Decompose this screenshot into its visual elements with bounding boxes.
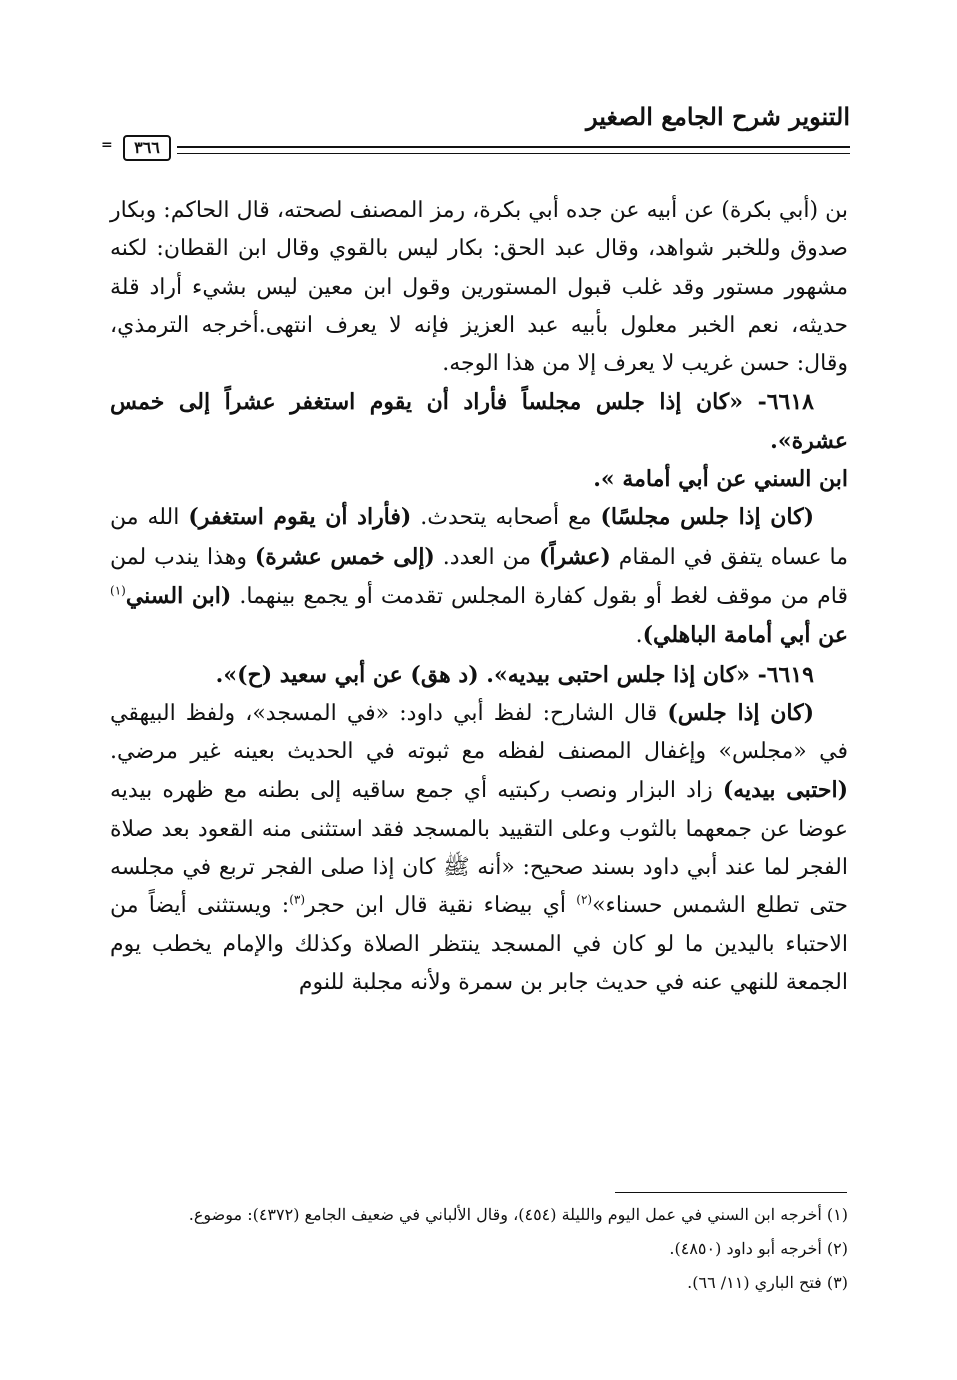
quoted-text: عن أبي أمامة الباهلي) bbox=[642, 622, 848, 649]
hadith-6619: ٦٦١٩- «كان إذا جلس احتبى بيديه». (د هق) عن أبي سعيد (ح)». bbox=[215, 661, 814, 688]
page-number: ٣٦٦ bbox=[123, 135, 171, 161]
commentary-text: : ويستثنى أيضاً من الاحتباء باليدين ما لو كان في المسجد ينتظر الصلاة وكذلك والإمام يخطب يوم الجمعة للنهي عنه في حديث جابر بن سمرة ولأنه مجلبة للنوم bbox=[110, 893, 848, 995]
commentary-text: الله من ما عساه يتفق في المقام bbox=[110, 505, 849, 570]
quoted-text: (احتبى بيديه) bbox=[722, 777, 848, 804]
paragraph-commentary-prev: بن (أبي بكرة) عن أبيه عن جده أبي بكرة، رمز المصنف لصحته، قال الحاكم: وبكار صدوق وللخبر شواهد، وقال عبد الحق: بكار ليس بالقوي وقال ابن القطان: لكنه مشهور مستور وقد غلب قبول المستورين وقول ابن معين ليس بشيء أراد قلة حديثه، نعم الخبر معلول بأبيه عبد العزيز فإنه لا يعرف انتهى.أخرجه الترمذي، وقال: حسن غريب لا يعرف إلا من هذا الوجه. bbox=[110, 198, 848, 377]
footnotes bbox=[110, 1198, 848, 1300]
footnote-2: (٢) أخرجه أبو داود (٤٨٥٠). bbox=[669, 1239, 848, 1258]
header-rule-thin bbox=[177, 153, 850, 154]
commentary-text: وهذا يندب لمن قام من موقف لغط أو بقول كفارة المجلس تقدمت أو يجمع بينهما. bbox=[110, 544, 849, 609]
commentary-text: . bbox=[635, 623, 643, 649]
footnote-ref-3: (٣) bbox=[289, 893, 306, 908]
commentary-6618 bbox=[110, 498, 848, 655]
hadith-6618-source: ابن السني عن أبي أمامة ». bbox=[593, 466, 848, 493]
footnote-1: (١) أخرجه ابن السني في عمل اليوم والليلة (٤٥٤)، وقال الألباني في ضعيف الجامع (٤٣٧٢): موضوع. bbox=[188, 1205, 848, 1224]
hadith-6618: ٦٦١٨- «كان إذا جلس مجلساً فأراد أن يقوم استغفر عشراً إلى خمس عشرة». bbox=[110, 389, 848, 454]
page-header bbox=[101, 98, 850, 188]
footnote-ref-2: (٢) bbox=[576, 893, 593, 908]
quoted-text: (عشراً) bbox=[538, 543, 611, 570]
commentary-text: قال الشارح: لفظ أبي داود: «في المسجد»، ولفظ البيهقي في «مجلس» وإغفال المصنف لفظه مع ثبوته في الحديث بعينه غير مرضي. bbox=[110, 700, 848, 765]
quoted-text: (كان إذا جلس مجلسًا) bbox=[600, 504, 814, 531]
main-text bbox=[110, 192, 848, 1002]
footnote-3: (٣) فتح الباري (١١/ ٦٦). bbox=[687, 1273, 848, 1292]
footnote-ref-1: (١) bbox=[110, 583, 126, 598]
commentary-6619 bbox=[110, 694, 848, 1002]
quoted-text: (إلى خمس عشرة) bbox=[254, 543, 435, 570]
quoted-text: (كان إذا جلس) bbox=[667, 699, 814, 726]
quoted-text: (فأراد أن يقوم استغفر) bbox=[188, 504, 412, 531]
commentary-text: مع أصحابه يتحدث. bbox=[411, 505, 601, 531]
commentary-text: من العدد. bbox=[434, 544, 539, 570]
page-mark: = bbox=[101, 137, 113, 153]
book-title: التنوير شرح الجامع الصغير bbox=[586, 102, 850, 131]
commentary-text: أي بيضاء نقية قال ابن حجر bbox=[305, 893, 577, 919]
commentary-text: زاد البزار ونصب ركبتيه أي جمع ساقيه إلى بطنه مع ظهره بيديه عوضا عن جمعهما بالثوب وعلى التقييد بالمسجد فقد استثنى منه القعود بعد صلاة الفجر لما عند أبي داود بسند صحيح: «أنه ﷺ كان إذا صلى الفجر تربع في مجلسه حتى تطلع الشمس حسناء» bbox=[110, 778, 848, 919]
header-rule bbox=[177, 146, 850, 148]
footnote-divider bbox=[615, 1192, 847, 1193]
quoted-text: (ابن السني bbox=[125, 582, 232, 609]
